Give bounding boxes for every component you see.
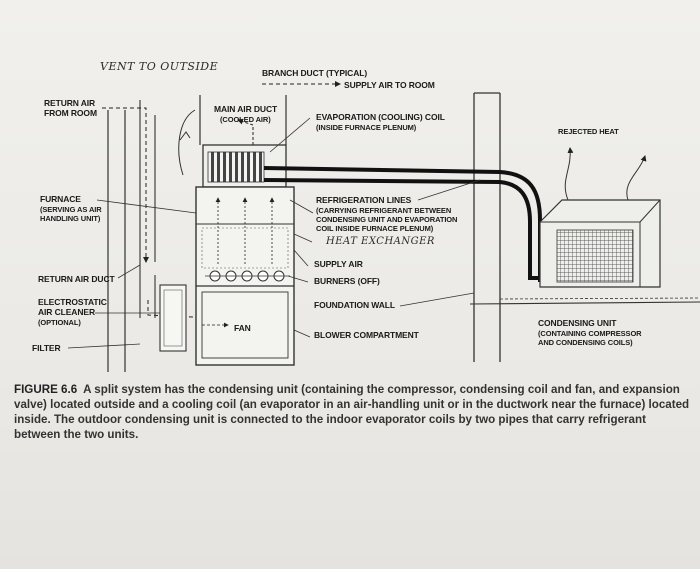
figure-caption: [14, 382, 694, 442]
blower-label: BLOWER COMPARTMENT: [314, 330, 419, 340]
refrig-label-4: COIL INSIDE FURNACE PLENUM): [316, 224, 434, 233]
main-duct-label-1: MAIN AIR DUCT: [214, 104, 278, 114]
foundation-wall-label: FOUNDATION WALL: [314, 300, 395, 310]
furnace-label-3: HANDLING UNIT): [40, 214, 101, 223]
condensing-label-2: (CONTAINING COMPRESSOR: [538, 329, 642, 338]
main-duct-label-2: (COOLED AIR): [220, 115, 271, 124]
electrostatic-label-1: ELECTROSTATIC: [38, 297, 107, 307]
caption-text: A split system has the condensing unit (containing the compressor, condensing coil and fan, and expansion valve) located outside and a cooling coil (an evaporator in an air-handling unit or in the ductwork near the furnace) located inside. The outdoor condensing unit is connected to the indoor evaporator coils by two pipes that carry refrigerant between the two units.: [14, 383, 690, 441]
filter-label: FILTER: [32, 343, 61, 353]
condensing-unit: [540, 148, 660, 287]
evaporator-coil: [208, 152, 264, 182]
refrig-label-2: (CARRYING REFRIGERANT BETWEEN: [316, 206, 452, 215]
supply-air-label: SUPPLY AIR: [314, 259, 363, 269]
refrig-label-1: REFRIGERATION LINES: [316, 195, 412, 205]
evap-coil-label-1: EVAPORATION (COOLING) COIL: [316, 112, 445, 122]
branch-duct-label: BRANCH DUCT (TYPICAL): [262, 68, 368, 78]
figure-number: FIGURE 6.6: [14, 383, 78, 396]
furnace-label-2: (SERVING AS AIR: [40, 205, 102, 214]
condensing-label-3: AND CONDENSING COILS): [538, 338, 633, 347]
return-air-duct-label: RETURN AIR DUCT: [38, 274, 115, 284]
supply-air-to-room-label: SUPPLY AIR TO ROOM: [344, 80, 435, 90]
refrig-label-3: CONDENSING UNIT AND EVAPORATION: [316, 215, 458, 224]
foundation-wall: [474, 93, 500, 362]
electrostatic-label-2: AIR CLEANER: [38, 307, 95, 317]
furnace-label-1: FURNACE: [40, 194, 81, 204]
furnace: [196, 187, 294, 365]
vent-label: VENT TO OUTSIDE: [100, 60, 219, 73]
rejected-heat-label: REJECTED HEAT: [558, 127, 619, 136]
burners: [205, 271, 290, 281]
condensing-label-1: CONDENSING UNIT: [538, 318, 617, 328]
burners-label: BURNERS (OFF): [314, 276, 380, 286]
evap-coil-label-2: (INSIDE FURNACE PLENUM): [316, 123, 417, 132]
return-air-room-label-1: RETURN AIR: [44, 98, 96, 108]
return-air-room-label-2: FROM ROOM: [44, 108, 97, 118]
fan-label: FAN: [234, 323, 251, 333]
heat-exchanger-label: HEAT EXCHANGER: [326, 236, 435, 247]
electrostatic-label-3: (OPTIONAL): [38, 318, 81, 327]
